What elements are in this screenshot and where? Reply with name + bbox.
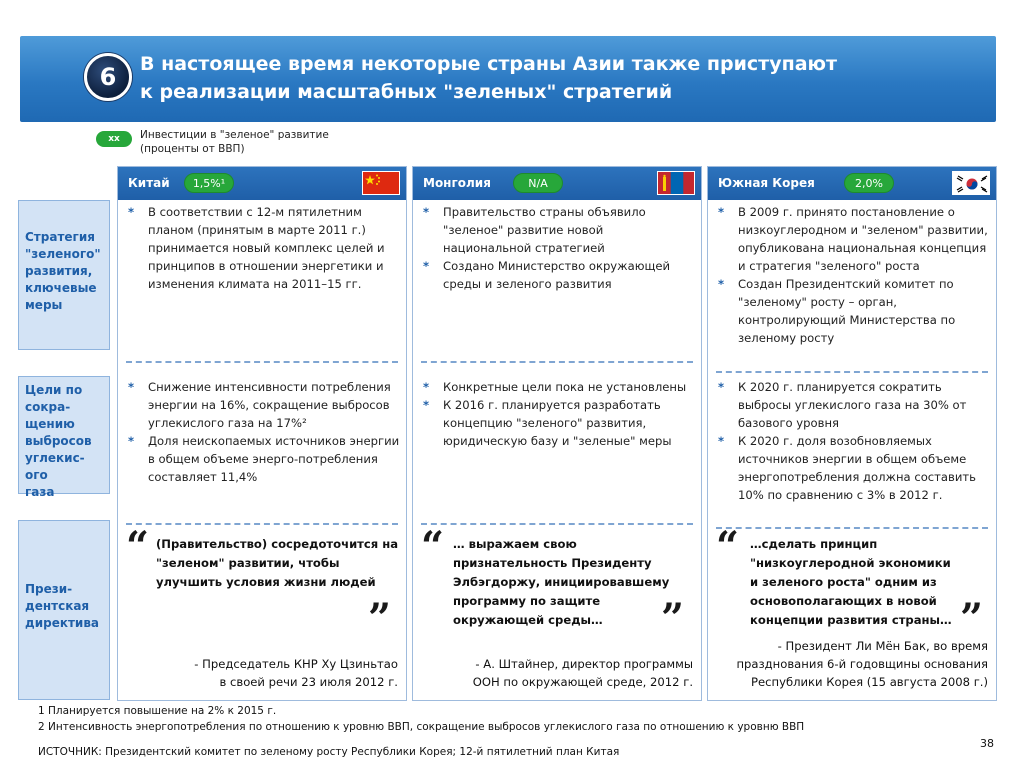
quote-china: (Правительство) сосредоточится на "зеленом" развитии, чтобы улучшить условия жизни людей (156, 537, 399, 589)
column-south-korea (707, 166, 997, 701)
open-quote-icon: “ (126, 523, 150, 570)
page-number: 38 (980, 737, 994, 750)
attribution-china: - Председатель КНР Ху Цзиньтао в своей речи 23 июля 2012 г. (194, 657, 398, 689)
gdp-share-badge: N/A (513, 173, 563, 193)
footnote-2: 2 Интенсивность энергопотребления по отношению к уровню ВВП, сокращение выбросов углекислого газа по отношению к уровню ВВП (38, 721, 805, 733)
footnote-1: 1 Планируется повышение на 2% к 2015 г. (38, 705, 277, 717)
slide-number-badge: 6 (84, 53, 132, 101)
column-header-south-korea: Южная Корея 2,0% (708, 167, 996, 200)
row-header-strategy: Стратегия "зеленого" развития, ключевые меры (18, 200, 110, 350)
china-flag-icon (362, 171, 400, 195)
row-divider (126, 523, 398, 525)
targets-cell-china: * Снижение интенсивности потребления энергии на 16%, сокращение выбросов углекислого газа на 17%² * Доля неископаемых источников энергии в общем объеме энерго-потребления составляет 11,4% (126, 378, 400, 486)
quote-mongolia: … выражаем свою признательность Президенту Элбэгдоржу, инициировавшему программу по защите окружающей среды… (453, 537, 670, 627)
row-divider (126, 361, 398, 363)
mongolia-flag-icon (657, 171, 695, 195)
strategy-cell-south-korea: * В 2009 г. принято постановление о низкоуглеродном и "зеленом" развитии, опубликована национальная концепция и стратегия "зеленого" роста * Создан Президентский комитет по "зеленому" росту – орган, контролирующий Министерства по зеленому росту (716, 203, 990, 347)
close-quote-icon: ” (960, 595, 984, 642)
row-divider (716, 371, 988, 373)
legend-pill: xx (96, 131, 132, 147)
column-mongolia (412, 166, 702, 701)
column-header-mongolia: Монголия N/A (413, 167, 701, 200)
close-quote-icon: ” (661, 595, 685, 642)
strategy-cell-mongolia: * Правительство страны объявило "зеленое" развитие новой национальной стратегией * Создано Министерство окружающей среды и зеленого развития (421, 203, 695, 293)
row-header-directive: Прези- дентская директива (18, 520, 110, 700)
south-korea-flag-icon (952, 171, 990, 195)
quote-south-korea: …сделать принцип "низкоуглеродной экономики и зеленого роста" одним из основополагающих в новой концепции развития страны… (750, 537, 952, 627)
page-title: В настоящее время некоторые страны Азии также приступают к реализации масштабных "зеленых" стратегий (140, 53, 838, 103)
row-header-targets: Цели по сокра- щению выбросов углекис-ого газа (18, 376, 110, 494)
close-quote-icon: ” (368, 595, 392, 642)
source-note: ИСТОЧНИК: Президентский комитет по зеленому росту Республики Корея; 12-й пятилетний план Китая (38, 746, 620, 758)
column-header-china: Китай 1,5%¹ (118, 167, 406, 200)
legend-text: Инвестиции в "зеленое" развитие (проценты от ВВП) (140, 129, 329, 155)
open-quote-icon: “ (716, 523, 740, 570)
open-quote-icon: “ (421, 523, 445, 570)
targets-cell-south-korea: * К 2020 г. планируется сократить выбросы углекислого газа на 30% от базового уровня * К 2020 г. доля возобновляемых источников энергии в общем объеме энергопотребления должна составить 10% по сравнению с 3% в 2012 г. (716, 378, 990, 504)
attribution-south-korea: - Президент Ли Мён Бак, во время празднования 6-й годовщины основания Республики Корея (15 августа 2008 г.) (736, 639, 988, 689)
row-divider (421, 523, 693, 525)
row-divider (421, 361, 693, 363)
column-china (117, 166, 407, 701)
targets-cell-mongolia: * Конкретные цели пока не установлены * К 2016 г. планируется разработать концепцию "зеленого" развития, юридическую базу и "зеленые" меры (421, 378, 695, 450)
strategy-cell-china: * В соответствии с 12-м пятилетним планом (принятым в марте 2011 г.) принимается новый комплекс целей и принципов в отношении энергетики и изменения климата на 2011–15 гг. (126, 203, 400, 293)
row-divider (716, 527, 988, 529)
attribution-mongolia: - А. Штайнер, директор программы ООН по окружающей среде, 2012 г. (472, 657, 693, 689)
gdp-share-badge: 2,0% (844, 173, 894, 193)
gdp-share-badge: 1,5%¹ (184, 173, 234, 193)
